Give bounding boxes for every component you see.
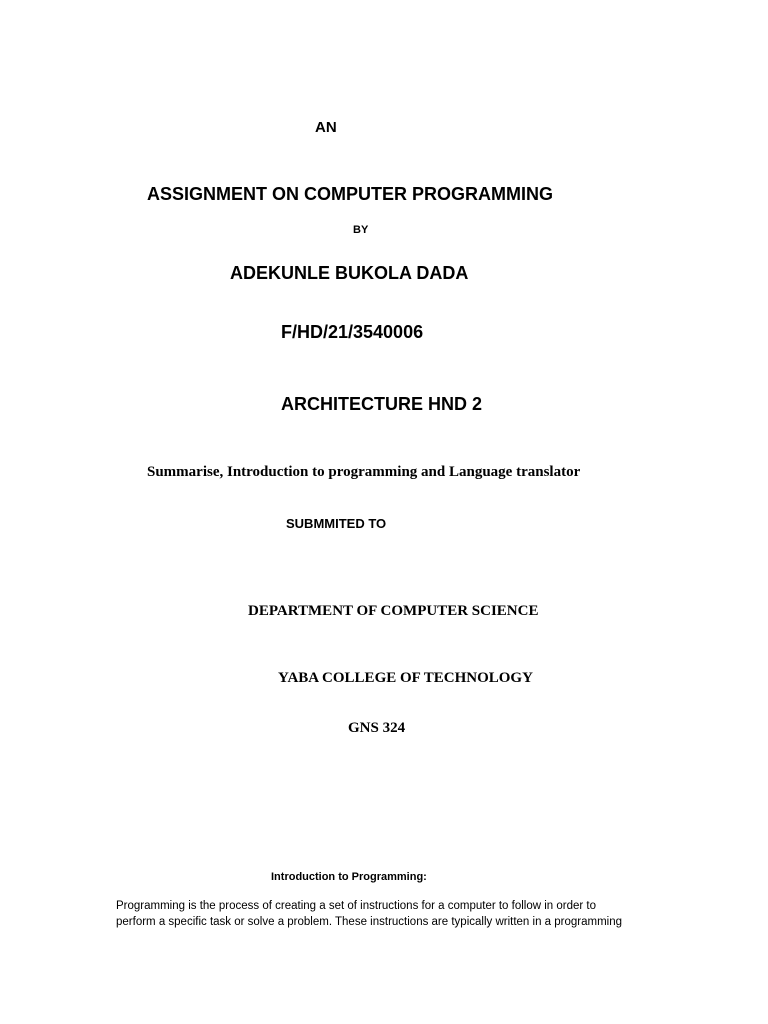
matric-number: F/HD/21/3540006: [281, 322, 424, 342]
cover-an-text: AN: [315, 119, 337, 136]
author-name: ADEKUNLE BUKOLA DADA: [230, 263, 469, 283]
paragraph-line: perform a specific task or solve a problem. These instructions are typically written in a programming: [116, 916, 622, 928]
course-code: GNS 324: [348, 720, 406, 736]
submitted-to-label: SUBMMITED TO: [286, 516, 387, 531]
program-name: ARCHITECTURE HND 2: [281, 394, 483, 414]
topic-text: Summarise, Introduction to programming and Language translator: [147, 464, 581, 480]
institution-name: YABA COLLEGE OF TECHNOLOGY: [278, 670, 533, 686]
paragraph-line: Programming is the process of creating a set of instructions for a computer to follow in order to: [116, 900, 597, 912]
assignment-title: ASSIGNMENT ON COMPUTER PROGRAMMING: [147, 184, 554, 204]
department-name: DEPARTMENT OF COMPUTER SCIENCE: [248, 603, 539, 619]
cover-by-text: BY: [353, 224, 369, 236]
section-heading: Introduction to Programming:: [271, 871, 427, 883]
